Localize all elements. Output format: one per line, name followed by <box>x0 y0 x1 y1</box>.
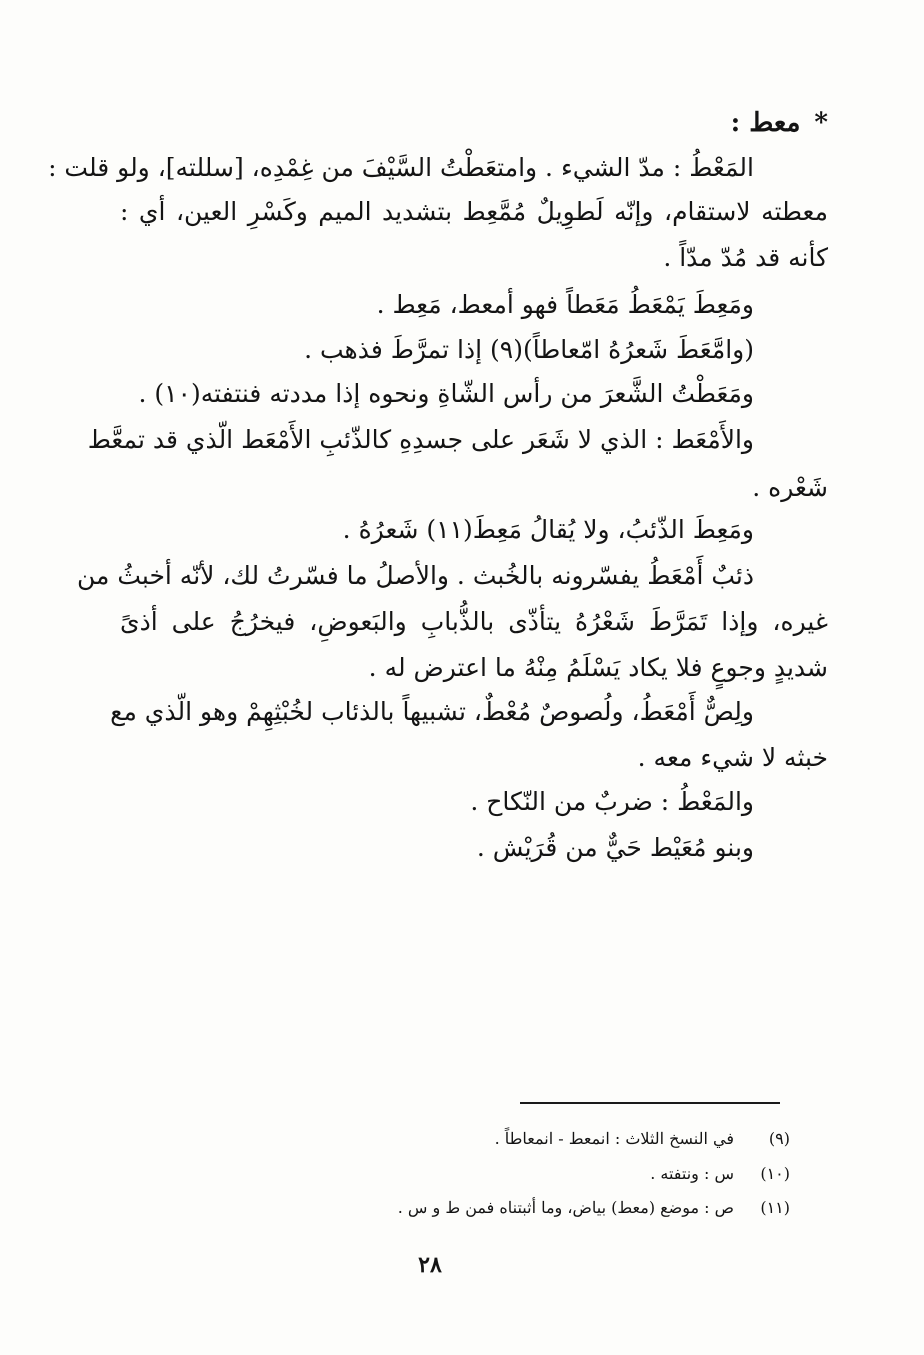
footnote-text: س : ونتفته . <box>650 1164 734 1183</box>
footnote-number: (١١) <box>760 1198 790 1217</box>
footnote <box>495 1128 790 1150</box>
footnote <box>398 1197 790 1219</box>
text-line: ومَعِطَ يَمْعَطُ مَعَطاً فهو أمعط، مَعِط . <box>376 290 754 319</box>
text-line: والمَعْطُ : ضربٌ من النّكاح . <box>470 787 754 816</box>
text-line: كأنه قد مُدّ مدّاً . <box>663 243 828 272</box>
text-line: شَعْره . <box>752 473 828 502</box>
text-line: المَعْطُ : مدّ الشيء . وامتعَطْتُ السَّيْفَ من غِمْدِه، [سللته]، ولو قلت : <box>48 153 754 182</box>
text-line: والأَمْعَط : الذي لا شَعَر على جسدِهِ كالذّئبِ الأَمْعَط الّذي قد تمعَّط <box>87 425 754 454</box>
text-line: خبثه لا شيء معه . <box>637 743 828 772</box>
text-line: غيره، وإذا تَمَرَّطَ شَعْرُهُ يتأذّى بالذُّبابِ والبَعوضِ، فيخرُجُ على أذىً <box>120 607 828 636</box>
text-line: (وامَّعَطَ شَعرُهُ امّعاطاً)(٩) إذا تمرَّطَ فذهب . <box>304 335 754 364</box>
text-line: وبنو مُعَيْط حَيٌّ من قُرَيْش . <box>476 833 754 862</box>
asterisk-icon: * <box>814 108 828 138</box>
text-line: ومَعَطْتُ الشَّعرَ من رأس الشّاةِ ونحوه إذا مددته فنتفته(١٠) . <box>138 379 754 408</box>
footnote-text: في النسخ الثلاث : انمعط - انمعاطاً . <box>494 1129 734 1148</box>
footnote-divider <box>520 1102 780 1104</box>
page-number: ٢٨ <box>418 1252 442 1278</box>
text-line: ذئبٌ أَمْعَطُ يفسّرونه بالخُبث . والأصلُ ما فسّرتُ لك، لأنّه أخبثُ من <box>76 561 754 590</box>
footnote-text: ص : موضع (معط) بياض، وما أثبتناه فمن ط و س . <box>397 1198 734 1217</box>
entry-headword <box>731 108 828 138</box>
footnote <box>650 1163 790 1185</box>
footnote-number: (١٠) <box>760 1164 790 1183</box>
text-line: شديدٍ وجوعٍ فلا يكاد يَسْلَمُ مِنْهُ ما اعترض له . <box>368 653 828 682</box>
footnote-number: (٩) <box>768 1129 790 1148</box>
headword-text: معط : <box>730 108 801 138</box>
text-line: معطته لاستقام، وإنّه لَطوِيلٌ مُمَّعِط بتشديد الميم وكَسْرِ العين، أي : <box>120 197 828 226</box>
text-line: ولِصٌّ أَمْعَطُ، ولُصوصٌ مُعْطٌ، تشبيهاً بالذئاب لخُبْثِهِمْ وهو الّذي مع <box>110 697 754 726</box>
text-line: ومَعِطَ الذّئبُ، ولا يُقالُ مَعِطَ(١١) شَعرُهُ . <box>342 515 754 544</box>
